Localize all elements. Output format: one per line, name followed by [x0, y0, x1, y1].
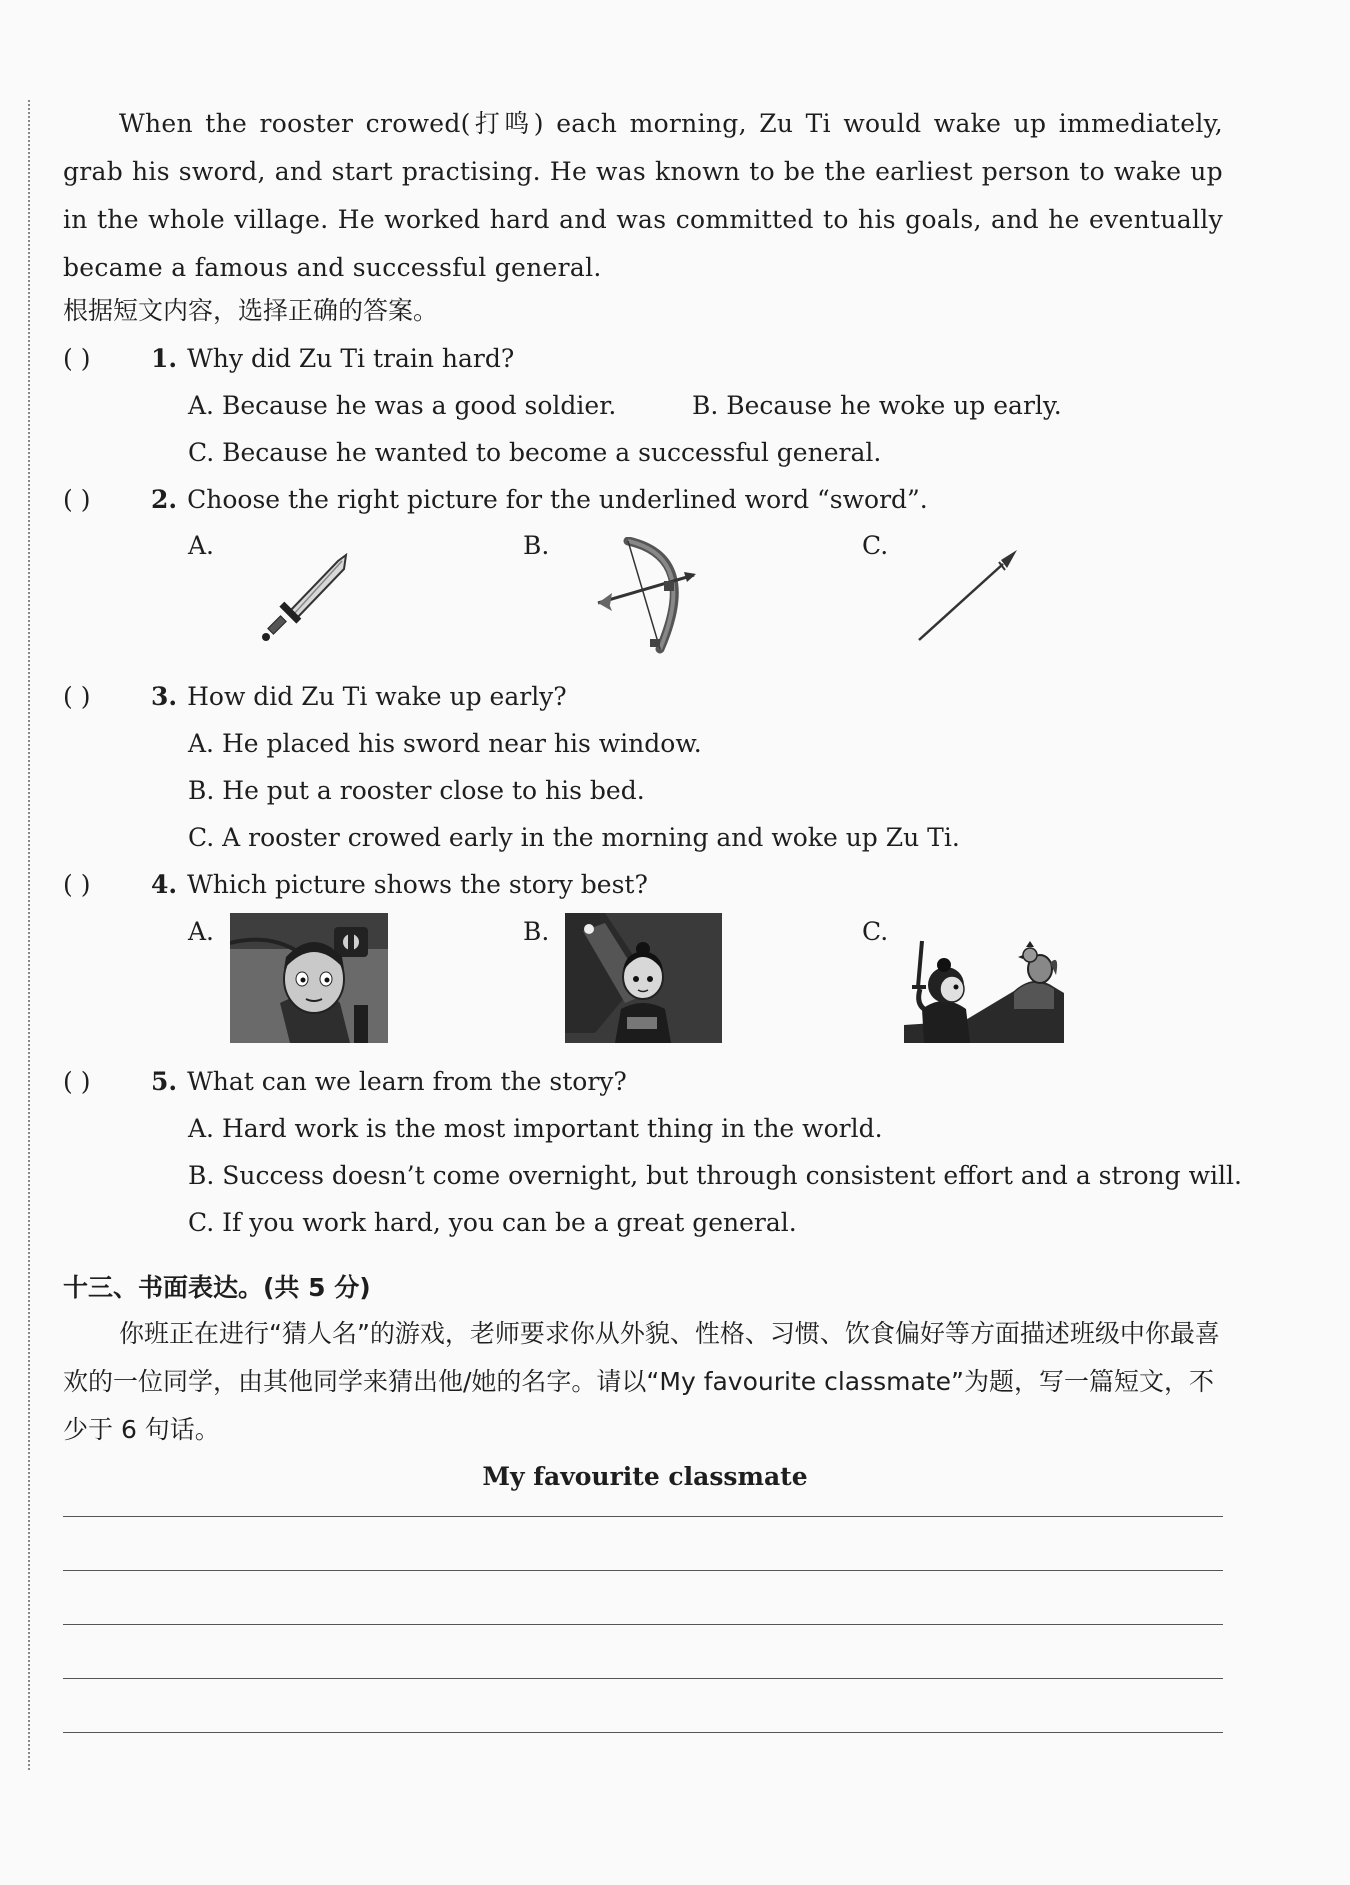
q2-option-c: C.	[862, 531, 889, 560]
sword-icon	[258, 553, 358, 643]
q5-option-b: B. Success doesn’t come overnight, but through consistent effort and a strong will.	[188, 1161, 1242, 1190]
writing-line[interactable]	[63, 1678, 1223, 1679]
instruction: 根据短文内容，选择正确的答案。	[63, 296, 439, 325]
question-text: What can we learn from the story?	[187, 1067, 627, 1096]
question-1	[63, 344, 514, 374]
q4-option-a: A.	[188, 917, 215, 946]
question-5	[63, 1067, 627, 1097]
question-number: 5.	[151, 1067, 178, 1096]
q2-option-b: B.	[523, 531, 550, 560]
answer-blank[interactable]: ( )	[63, 344, 91, 373]
q1-option-a: A. Because he was a good soldier.	[188, 391, 617, 420]
q2-option-a: A.	[188, 531, 215, 560]
q4-option-c: C.	[862, 917, 889, 946]
question-4	[63, 870, 648, 900]
q3-option-b: B. He put a rooster close to his bed.	[188, 776, 645, 805]
answer-blank[interactable]: ( )	[63, 1067, 91, 1096]
q5-option-a: A. Hard work is the most important thing in the world.	[188, 1114, 883, 1143]
answer-blank[interactable]: ( )	[63, 485, 91, 514]
question-number: 1.	[151, 344, 178, 373]
writing-line[interactable]	[63, 1516, 1223, 1517]
q3-option-a: A. He placed his sword near his window.	[188, 729, 702, 758]
zu-ti-at-night	[565, 913, 722, 1043]
question-number: 2.	[151, 485, 178, 514]
binding-margin-line	[28, 100, 30, 1770]
q5-option-c: C. If you work hard, you can be a great general.	[188, 1208, 797, 1237]
essay-title: My favourite classmate	[482, 1462, 808, 1491]
writing-line[interactable]	[63, 1624, 1223, 1625]
q1-option-c: C. Because he wanted to become a successful general.	[188, 438, 882, 467]
writing-line[interactable]	[63, 1732, 1223, 1733]
question-text: Which picture shows the story best?	[187, 870, 648, 899]
answer-blank[interactable]: ( )	[63, 682, 91, 711]
bow-and-arrow-icon	[590, 537, 700, 657]
zu-ti-with-sword-and-rooster	[904, 913, 1064, 1043]
spear-icon	[915, 548, 1020, 643]
writing-task: 你班正在进行“猜人名”的游戏，老师要求你从外貌、性格、习惯、饮食偏好等方面描述班级中你最喜欢的一位同学，由其他同学来猜出他/她的名字。请以“My favourite classmate”为题，写一篇短文，不少于 6 句话。	[63, 1319, 1220, 1444]
question-text: Choose the right picture for the underlined word “sword”.	[187, 485, 928, 514]
question-2	[63, 485, 928, 515]
question-text: How did Zu Ti wake up early?	[187, 682, 567, 711]
reading-passage: When the rooster crowed(打鸣) each morning, Zu Ti would wake up immediately, grab his sword, and start practising. He was known to be the earliest person to wake up in the whole village. He worked hard and was committed to his goals, and he eventually became a famous and successful general.	[63, 109, 1223, 282]
section-title: 十三、书面表达。(共 5 分)	[63, 1273, 371, 1302]
q1-option-b: B. Because he woke up early.	[692, 391, 1062, 420]
question-3	[63, 682, 567, 712]
question-number: 4.	[151, 870, 178, 899]
q4-option-b: B.	[523, 917, 550, 946]
writing-line[interactable]	[63, 1570, 1223, 1571]
q3-option-c: C. A rooster crowed early in the morning and woke up Zu Ti.	[188, 823, 960, 852]
question-number: 3.	[151, 682, 178, 711]
answer-blank[interactable]: ( )	[63, 870, 91, 899]
question-text: Why did Zu Ti train hard?	[187, 344, 515, 373]
zu-ti-portrait	[230, 913, 388, 1043]
